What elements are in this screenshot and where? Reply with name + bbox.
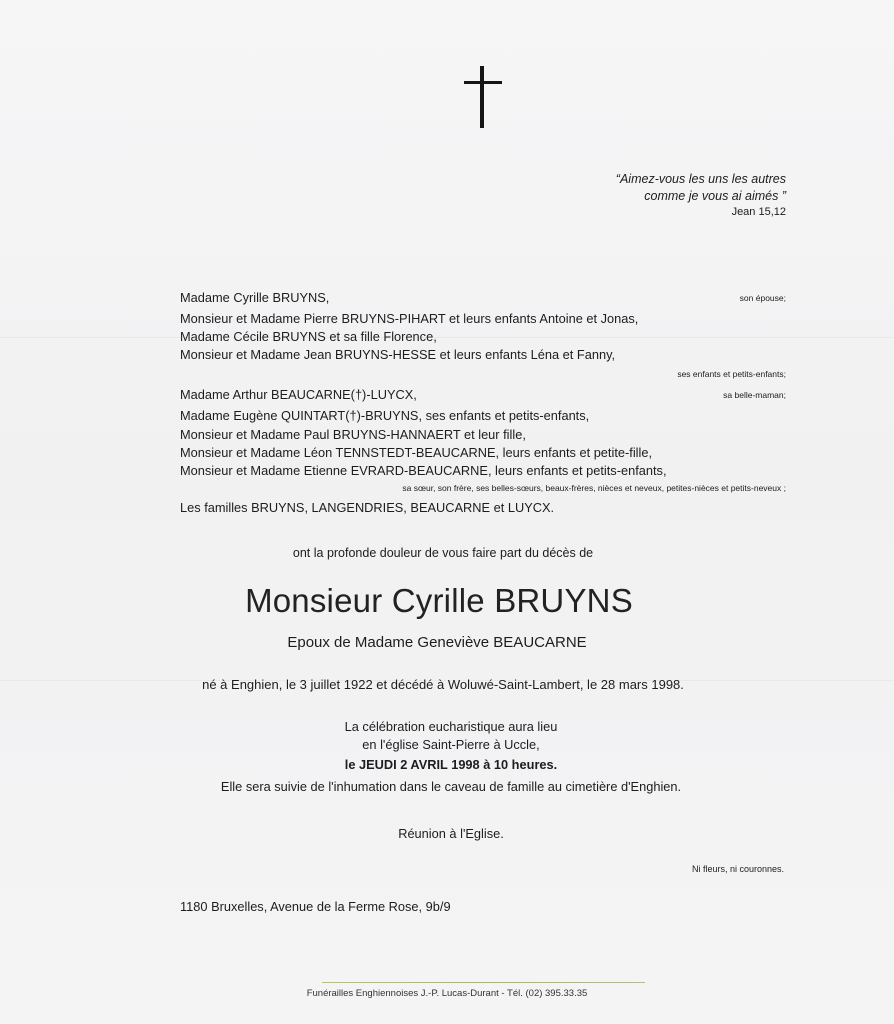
family-line: Les familles BRUYNS, LANGENDRIES, BEAUCARNE et LUYCX. <box>180 500 555 515</box>
family-line: Madame Arthur BEAUCARNE(†)-LUYCX, <box>180 387 417 402</box>
verse-line: comme je vous ai aimés ” <box>644 188 786 203</box>
spouse-line: Epoux de Madame Geneviève BEAUCARNE <box>287 634 587 651</box>
ceremony-line: Elle sera suivie de l'inhumation dans le caveau de famille au cimetière d'Enghien. <box>220 779 682 794</box>
ceremony-line: en l'église Saint-Pierre à Uccle, <box>362 737 540 752</box>
paper-fold <box>0 337 894 338</box>
relation-note: sa belle-maman; <box>723 390 786 400</box>
relation-note: sa sœur, son frère, ses belles-sœurs, beaux-frères, nièces et neveux, petites-nièces et petits-neveux ; <box>402 483 786 493</box>
flowers-note: Ni fleurs, ni couronnes. <box>691 864 784 874</box>
ceremony-line: La célébration eucharistique aura lieu <box>344 719 558 734</box>
ceremony-date: le JEUDI 2 AVRIL 1998 à 10 heures. <box>344 757 558 772</box>
family-line: Madame Cyrille BRUYNS, <box>180 290 330 305</box>
family-line: Monsieur et Madame Paul BRUYNS-HANNAERT et leur fille, <box>180 427 526 442</box>
verse-reference: Jean 15,12 <box>731 206 786 218</box>
relation-note: son épouse; <box>739 293 786 303</box>
family-line: Monsieur et Madame Etienne EVRARD-BEAUCARNE, leurs enfants et petits-enfants, <box>180 463 667 478</box>
announcement-intro: ont la profonde douleur de vous faire part du décès de <box>292 546 594 560</box>
relation-note: ses enfants et petits-enfants; <box>677 369 786 379</box>
family-line: Monsieur et Madame Jean BRUYNS-HESSE et leurs enfants Léna et Fanny, <box>180 347 616 362</box>
family-address: 1180 Bruxelles, Avenue de la Ferme Rose, 9b/9 <box>180 899 451 914</box>
verse-line: “Aimez-vous les uns les autres <box>615 172 786 186</box>
family-line: Monsieur et Madame Léon TENNSTEDT-BEAUCARNE, leurs enfants et petite-fille, <box>180 445 653 460</box>
deceased-name: Monsieur Cyrille BRUYNS <box>245 582 633 619</box>
family-line: Madame Eugène QUINTART(†)-BRUYNS, ses enfants et petits-enfants, <box>180 408 590 423</box>
reunion-note: Réunion à l'Eglise. <box>398 826 504 841</box>
family-line: Madame Cécile BRUYNS et sa fille Florence, <box>180 329 437 344</box>
family-line: Monsieur et Madame Pierre BRUYNS-PIHART et leurs enfants Antoine et Jonas, <box>180 311 639 326</box>
undertaker-footer: Funérailles Enghiennoises J.-P. Lucas-Durant - Tél. (02) 395.33.35 <box>306 988 588 999</box>
cross-icon <box>464 66 502 128</box>
divider <box>322 982 645 983</box>
bible-verse <box>616 171 786 221</box>
birth-death-line: né à Enghien, le 3 juillet 1922 et décédé à Woluwé-Saint-Lambert, le 28 mars 1998. <box>202 677 684 692</box>
